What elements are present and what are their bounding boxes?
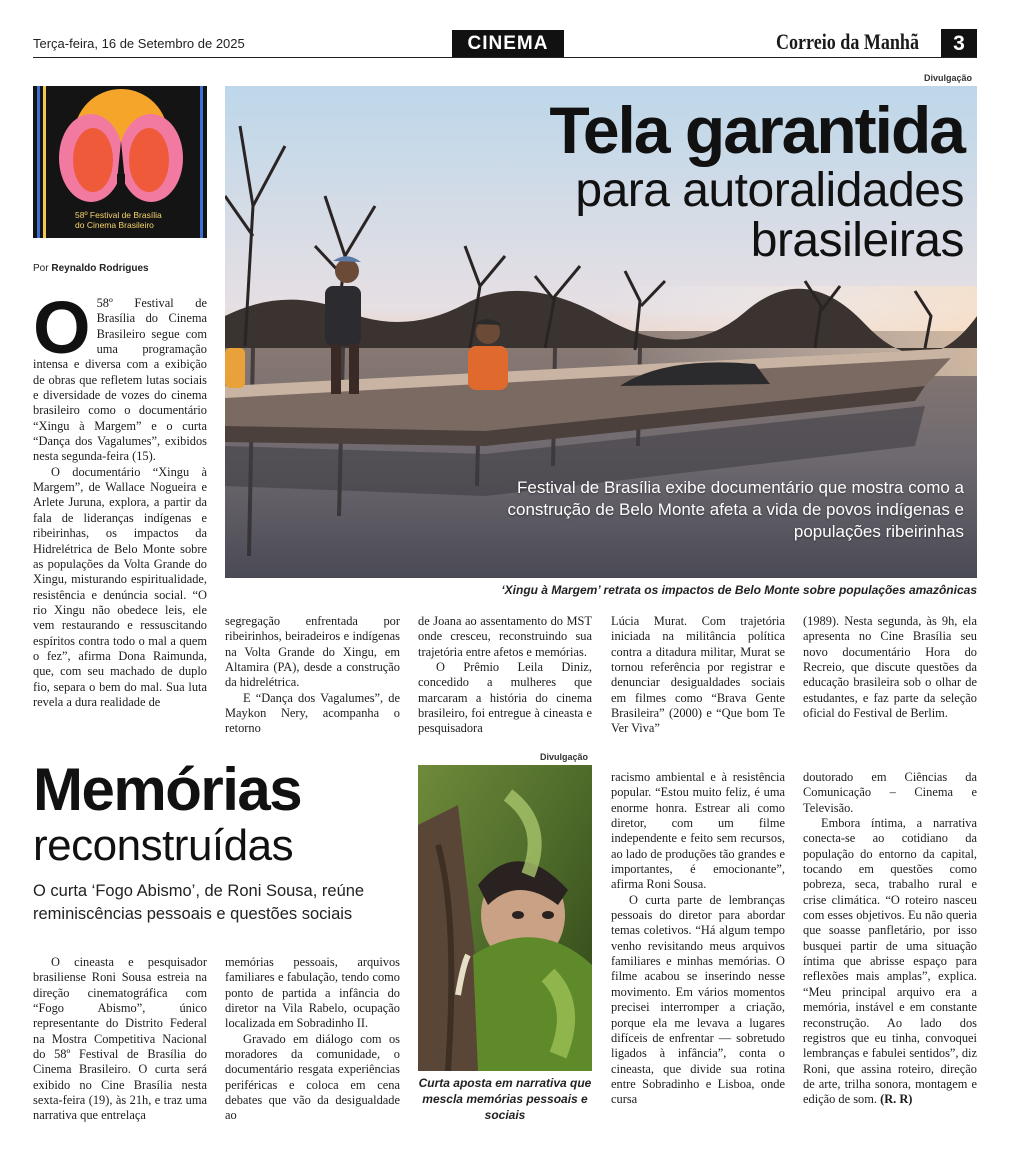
article1-headline-light-1: para autoralidades — [575, 164, 964, 217]
page-number: 3 — [941, 29, 977, 58]
dropcap: O — [33, 296, 91, 369]
festival-poster — [33, 86, 207, 238]
article2-col2-paragraph-1: memórias pessoais, arquivos familiares e fabulação, tendo como ponto de partida a infância do diretor na Vila Rabelo, ocupação localizada em Sobradinho II. — [225, 955, 400, 1031]
article1-photo-caption: ‘Xingu à Margem’ retrata os impactos de Belo Monte sobre populações amazônicas — [501, 583, 977, 597]
signoff: (R. R) — [880, 1092, 913, 1107]
article2-headline-light: reconstruídas — [33, 821, 294, 870]
article2-col3-paragraph-2: O curta parte de lembranças pessoais do diretor para abordar temas coletivos. “Há algum tempo venho revisitando meus arquivos familiares e minhas memórias. O filme acabou se inserindo nesse movimento. Em vários momentos precisei interromper a criação, porque ela me levava a lugares difíceis de enfrentar — sobretudo ligados à infância”, conta o cineasta, que divide sua rotina entre Sobradinho e Lisboa, onde cursa — [611, 892, 785, 1107]
article1-col3-paragraph-2: O Prêmio Leila Diniz, concedido a mulheres que marcaram a história do cinema brasileiro, foi entregue à cineasta e pesquisadora — [418, 660, 592, 736]
poster-line-1: 58º Festival de Brasília — [75, 210, 162, 220]
article1-headline-light-2: brasileiras — [750, 214, 964, 267]
fogo-abismo-photo — [418, 765, 592, 1071]
article2-column-1 — [33, 955, 207, 1125]
article2-col1-paragraph-1: O cineasta e pesquisador brasiliense Roni Sousa estreia na direção cinematográfica com “Fogo Abismo”, único representante do Distrito Federal na Mostra Competitiva Nacional do 58º Festival de Brasília do Cinema Brasileiro. O curta será exibido no Cine Brasília nesta sexta-feira (19), às 21h, e traz uma narrativa que entrelaça — [33, 955, 207, 1123]
article1-headline — [549, 94, 964, 266]
article1-column-3 — [418, 614, 592, 738]
newspaper-name: Correio da Manhã — [776, 29, 919, 54]
article1-subhead: Festival de Brasília exibe documentário que mostra como a construção de Belo Monte afeta a vida de povos indígenas e populações ribeirinhas — [507, 478, 964, 541]
article2-col4-paragraph-1: doutorado em Ciências da Comunicação – Cinema e Televisão. — [803, 770, 977, 815]
fogo-abismo-photo-art — [418, 765, 592, 1071]
poster-line-2: do Cinema Brasileiro — [75, 220, 154, 230]
header-rule — [33, 57, 977, 58]
article1-column-4 — [611, 614, 785, 738]
article1-headline-bold: Tela garantida — [549, 93, 964, 167]
byline-author: Reynaldo Rodrigues — [51, 263, 149, 274]
article2-col4-paragraph-2 — [803, 816, 977, 1108]
article1-col3-paragraph-1: de Joana ao assentamento do MST onde cresceu, reconstruindo sua trajetória entre afetos e memórias. — [418, 614, 592, 659]
article1-column-2 — [225, 614, 400, 738]
article2-photo-caption: Curta aposta em narrativa que mescla memórias pessoais e sociais — [418, 1076, 592, 1122]
article2-col3-paragraph-1: racismo ambiental e à resistência popular. “Estou muito feliz, é uma enorme honra. Estrear ali como diretor, com um filme independente e feito sem recursos, ao lado de produções tão grandes e importantes, é emocionante”, afirma Roni Sousa. — [611, 770, 785, 892]
byline-prefix: Por — [33, 263, 49, 274]
article2-col2-paragraph-2: Gravado em diálogo com os moradores da comunidade, o documentário resgata experiências periféricas e coloca em cena debates que vão da desigualdade ao — [225, 1031, 400, 1123]
article2-column-2 — [225, 955, 400, 1125]
article2-col4-paragraph-2-text: Embora íntima, a narrativa conecta-se ao cotidiano da população do entorno da capital, tocando em questões como pobreza, seca, trabalho rural e crise climática. “O roteiro nasceu com esses objetivos. Eu não queria que soasse panfletário, por isso busquei partir de uma situação íntima que abrisse espaço para reflexões mais amplas”, explica. “Meu principal arquivo era a memória, instável e em constante reconstrução. Ao lado dos registros que eu tinha, convoquei lembranças e fabulei sentidos”, diz Roni, que assina roteiro, direção de arte, trilha sonora, montagem e edição de som. — [803, 816, 977, 1107]
article2-deck: O curta ‘Fogo Abismo’, de Roni Sousa, reúne reminiscências pessoais e questões sociais — [33, 882, 365, 923]
article2-column-4 — [803, 770, 977, 1125]
article1-col2-paragraph-1: segregação enfrentada por ribeirinhos, beiradeiros e indígenas na Volta Grande do Xingu, em Altamira (PA), desde a construção da hidrelétrica. — [225, 614, 400, 690]
article1-col4-paragraph-1: Lúcia Murat. Com trajetória iniciada na militância política contra a ditadura militar, Murat se tornou referência por registrar e denunciar desigualdades sociais em filmes como “Brava Gente Brasileira” (2000) e “Que bom Te Ver Viva” — [611, 614, 785, 736]
photo2-credit: Divulgação — [540, 752, 589, 762]
article1-column-5 — [803, 614, 977, 738]
article1-col1-paragraph-1: 58º Festival de Brasília do Cinema Brasileiro segue com uma programação intensa e diversa com a exibição de obras que refletem lutas sociais e diversidade de vozes do cinema brasileiro como o documentário “Xingu à Margem” e o curta “Dança dos Vagalumes”, exibidos nesta segunda-feira (15). — [33, 296, 207, 464]
article1-col2-paragraph-2: E “Dança dos Vagalumes”, de Maykon Nery, acompanha o retorno — [225, 690, 400, 736]
article2-headline — [33, 757, 301, 869]
photo1-credit: Divulgação — [924, 73, 973, 83]
article2-column-3 — [611, 770, 785, 1125]
byline — [33, 263, 149, 274]
edition-date: Terça-feira, 16 de Setembro de 2025 — [33, 36, 245, 51]
article1-col5-paragraph-1: (1989). Nesta segunda, às 9h, ela apresenta no Cine Brasília seu novo documentário Hora do Recreio, que discute questões da educação brasileira sob o olhar de estudantes, e faz parte da seleção oficial do Festival de Berlim. — [803, 614, 977, 721]
article2-headline-bold: Memórias — [33, 756, 302, 823]
article1-col1-paragraph-2: O documentário “Xingu à Margem”, de Wallace Nogueira e Arlete Juruna, explora, a partir da fala de lideranças indígenas e ribeirinhas, os impactos da Hidrelétrica de Belo Monte sobre as populações da Volta Grande do Xingu, misturando espiritualidade, resistência e denúncia social. “O rio Xingu não obedece leis, ele vem restaurando e ressuscitando espíritos contra todo o mal a quem o fez”, afirma Dona Raimunda, que, com seu machado de duplo fio, separa o bem do mal. Sua luta revela a dura realidade de — [33, 464, 207, 709]
article1-column-1 — [33, 296, 207, 736]
section-label: CINEMA — [452, 30, 564, 57]
